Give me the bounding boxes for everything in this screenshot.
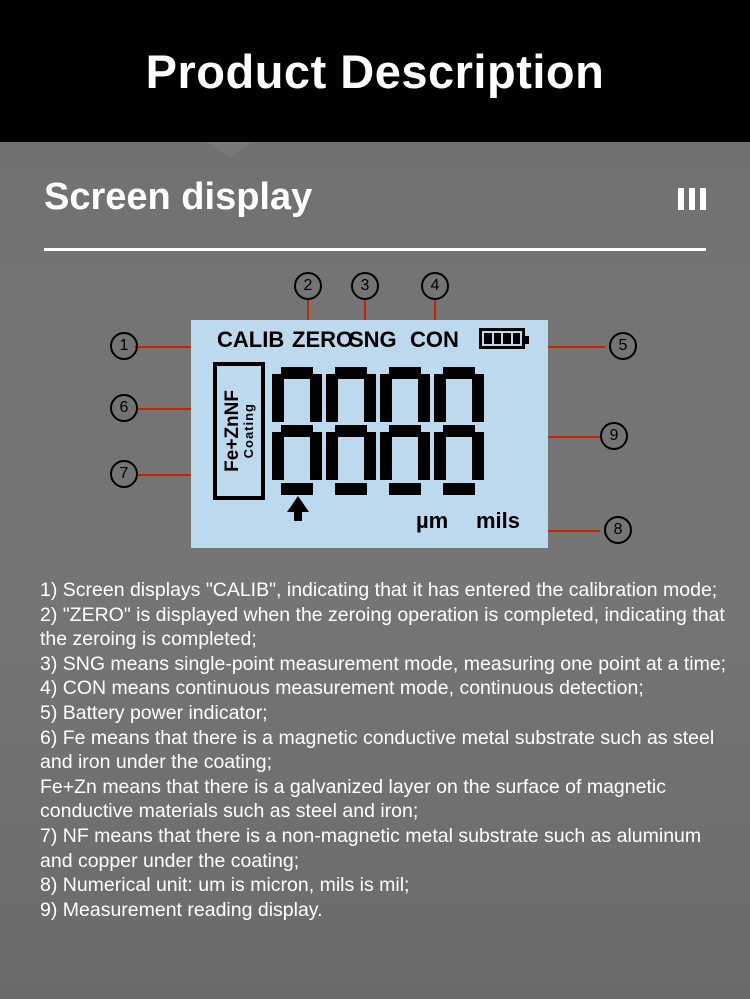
indicator-con: CON [410, 327, 459, 352]
indicator-zero: ZERO [292, 327, 354, 352]
note-3: 3) SNG means single-point measurement mode, measuring one point at a time; [40, 652, 727, 675]
substrate-fe-zn-nf [223, 366, 242, 496]
substrate-label-block [213, 362, 265, 500]
digit-3 [380, 367, 430, 495]
menu-bars-icon[interactable] [678, 188, 706, 210]
lcd-diagram [0, 262, 750, 562]
notes-list [40, 578, 730, 922]
callout-6: 6 [110, 394, 138, 422]
lcd-indicator-row [191, 320, 548, 356]
callout-5: 5 [609, 332, 637, 360]
note-5: 5) Battery power indicator; [40, 701, 268, 724]
callout-7: 7 [110, 460, 138, 488]
digit-1 [272, 367, 322, 495]
substrate-coating [242, 366, 255, 496]
unit-micron: µm [416, 508, 449, 533]
section-divider [44, 248, 706, 251]
callout-4: 4 [421, 272, 449, 300]
page-title: Product Description [145, 44, 605, 98]
note-2: 2) "ZERO" is displayed when the zeroing operation is completed, indicating that the zeroing is completed; [40, 603, 725, 651]
header-banner [0, 0, 750, 142]
label-coating: Coating [241, 403, 256, 459]
lcd-panel [191, 320, 548, 548]
digit-2 [326, 367, 376, 495]
note-9: 9) Measurement reading display. [40, 898, 323, 921]
indicator-calib: CALIB [217, 327, 285, 352]
callout-8: 8 [604, 516, 632, 544]
section-title: Screen display [44, 176, 313, 218]
banner-notch-decoration [206, 142, 254, 158]
lead-line-1 [134, 346, 194, 348]
note-8: 8) Numerical unit: um is micron, mils is mil; [40, 874, 410, 897]
note-6: 6) Fe means that there is a magnetic conductive metal substrate such as steel and iron under the coating; [40, 726, 715, 774]
digit-4 [434, 367, 484, 495]
unit-mils: mils [476, 508, 521, 533]
callout-1: 1 [110, 332, 138, 360]
note-6b: Fe+Zn means that there is a galvanized layer on the surface of magnetic conductive materials such as steel and iron; [40, 775, 666, 823]
callout-2: 2 [294, 272, 322, 300]
note-4: 4) CON means continuous measurement mode, continuous detection; [40, 677, 644, 700]
callout-9: 9 [600, 422, 628, 450]
note-1: 1) Screen displays "CALIB", indicating that it has entered the calibration mode; [40, 579, 718, 601]
section-header [44, 176, 706, 248]
battery-full-icon [479, 328, 525, 349]
callout-3: 3 [351, 272, 379, 300]
indicator-sng: SNG [349, 327, 397, 352]
reading-digits [269, 360, 487, 502]
label-fe-zn-nf: Fe+ZnNF [222, 390, 243, 472]
note-7: 7) NF means that there is a non-magnetic metal substrate such as aluminum and copper under the coating; [40, 824, 702, 872]
